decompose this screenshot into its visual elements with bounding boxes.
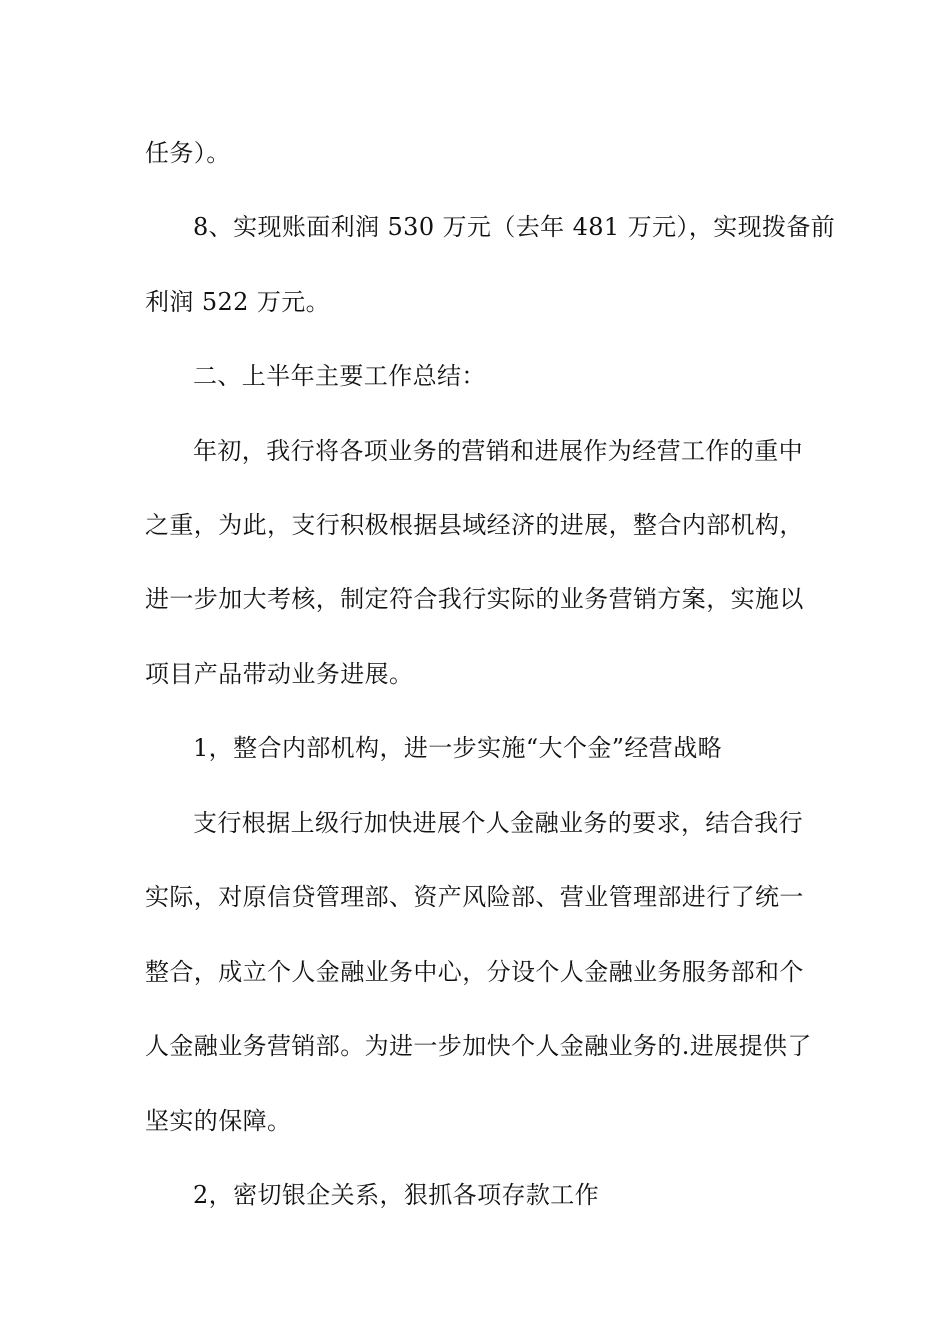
paragraph-2-line-5: 坚实的保障。 <box>145 1107 292 1135</box>
paragraph-2-line-1: 支行根据上级行加快进展个人金融业务的要求，结合我行 <box>193 809 803 837</box>
paragraph-2-line-3: 整合，成立个人金融业务中心，分设个人金融业务服务部和个 <box>145 958 804 986</box>
text-line-item-8: 8、实现账面利润 530 万元（去年 481 万元），实现拨备前 <box>193 213 836 241</box>
paragraph-1-line-1: 年初，我行将各项业务的营销和进展作为经营工作的重中 <box>193 437 803 465</box>
subheading-1: 1，整合内部机构，进一步实施“大个金”经营战略 <box>193 734 723 762</box>
paragraph-1-line-2: 之重，为此，支行积极根据县域经济的进展，整合内部机构， <box>145 511 804 539</box>
text-line-item-8-cont: 利润 522 万元。 <box>145 288 331 316</box>
subheading-2: 2，密切银企关系，狠抓各项存款工作 <box>193 1181 600 1209</box>
paragraph-2-line-4: 人金融业务营销部。为进一步加快个人金融业务的.进展提供了 <box>145 1032 812 1060</box>
paragraph-1-line-4: 项目产品带动业务进展。 <box>145 660 414 688</box>
text-line-continuation: 任务）。 <box>145 139 231 167</box>
paragraph-2-line-2: 实际，对原信贷管理部、资产风险部、营业管理部进行了统一 <box>145 883 804 911</box>
paragraph-1-line-3: 进一步加大考核，制定符合我行实际的业务营销方案，实施以 <box>145 585 804 613</box>
section-heading-2: 二、上半年主要工作总结： <box>193 362 486 390</box>
